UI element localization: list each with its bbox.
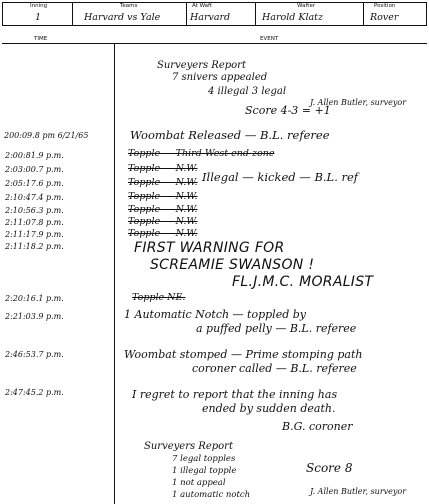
event-topple-6: Topple — N.W.	[128, 216, 198, 227]
report2-signer: J. Allen Butler, surveyor	[310, 487, 407, 496]
event-topple-2: Topple — N.W.	[128, 163, 198, 174]
report2-item-4: 1 automatic notch	[172, 490, 251, 500]
entry-time-11: 2:21:03.9 p.m.	[5, 312, 64, 321]
event-topple-3: Topple — N.W.	[128, 177, 198, 188]
report2-title: Surveyers Report	[144, 441, 233, 452]
event-woombat-released: Woombat Released — B.L. referee	[130, 128, 330, 142]
entry-time-13: 2:47:45.2 p.m.	[5, 388, 64, 397]
notch-line-1: 1 Automatic Notch — toppled by	[124, 308, 307, 321]
entry-time-3: 2:03:00.7 p.m.	[5, 165, 64, 174]
regret-line-1: I regret to report that the inning has	[132, 388, 338, 401]
report2-item-3: 1 not appeal	[172, 478, 226, 488]
label-wafter: Wafter	[297, 3, 316, 9]
value-at-waft: Harvard	[190, 12, 231, 23]
header-divider-2	[186, 2, 187, 26]
label-position: Position	[374, 3, 396, 9]
report1-line1: 7 snivers appealed	[172, 72, 268, 83]
warning-line-3: FL.J.M.C. MORALIST	[232, 274, 374, 290]
value-position: Rover	[370, 12, 399, 23]
header-divider-4	[363, 2, 364, 26]
notch-line-2: a puffed pelly — B.L. referee	[196, 322, 357, 335]
label-inning: Inning	[30, 3, 48, 9]
label-time: TIME	[34, 36, 48, 42]
event-topple-ne: Topple NE.	[132, 292, 186, 303]
entry-time-1: 200:09.8 pm 6/21/65	[4, 131, 89, 140]
entry-time-4: 2:05:17.6 p.m.	[5, 179, 64, 188]
value-teams: Harvard vs Yale	[84, 12, 161, 23]
label-event: EVENT	[260, 36, 279, 42]
event-topple-1: Topple — Third West end zone	[128, 148, 275, 159]
stomped-line-1: Woombat stomped — Prime stomping path	[124, 348, 363, 361]
entry-time-2: 2:00:81.9 p.m.	[5, 151, 64, 160]
event-topple-4: Topple — N.W.	[128, 191, 198, 202]
entry-time-7: 2:11:07.8 p.m.	[5, 218, 64, 227]
event-topple-7: Topple — N.W.	[128, 228, 198, 239]
header-divider-3	[255, 2, 256, 26]
warning-line-2: SCREAMIE SWANSON !	[150, 257, 315, 273]
subheader-rule	[2, 43, 427, 44]
report1-score: Score 4-3 = +1	[245, 104, 331, 117]
label-teams: Teams	[120, 3, 138, 9]
time-event-divider	[114, 44, 115, 504]
stomped-line-2: coroner called — B.L. referee	[192, 362, 357, 375]
warning-line-1: FIRST WARNING FOR	[134, 240, 285, 256]
regret-line-2: ended by sudden death.	[202, 402, 336, 415]
value-wafter: Harold Klatz	[262, 12, 323, 23]
report2-item-1: 7 legal topples	[172, 454, 236, 464]
entry-time-10: 2:20:16.1 p.m.	[5, 294, 64, 303]
entry-time-12: 2:46:53.7 p.m.	[5, 350, 64, 359]
header-left-border	[2, 2, 3, 26]
report2-item-2: 1 illegal topple	[172, 466, 237, 476]
header-right-border	[426, 2, 427, 26]
regret-signer: B.G. coroner	[282, 420, 353, 433]
report1-line2: 4 illegal 3 legal	[208, 86, 287, 97]
entry-time-9: 2:11:18.2 p.m.	[5, 242, 64, 251]
report1-title: Surveyers Report	[157, 60, 246, 71]
report1-signer: J. Allen Butler, surveyor	[310, 98, 407, 107]
report2-score: Score 8	[306, 461, 353, 475]
header-divider-1	[72, 2, 73, 26]
event-topple-5: Topple — N.W.	[128, 204, 198, 215]
illegal-kicked-note: Illegal — kicked — B.L. ref	[202, 170, 359, 184]
label-at-waft: At Waft	[192, 3, 213, 9]
entry-time-6: 2:10:56.3 p.m.	[5, 206, 64, 215]
entry-time-5: 2:10:47.4 p.m.	[5, 193, 64, 202]
entry-time-8: 2:11:17.9 p.m.	[5, 230, 64, 239]
value-inning: 1	[35, 12, 42, 23]
